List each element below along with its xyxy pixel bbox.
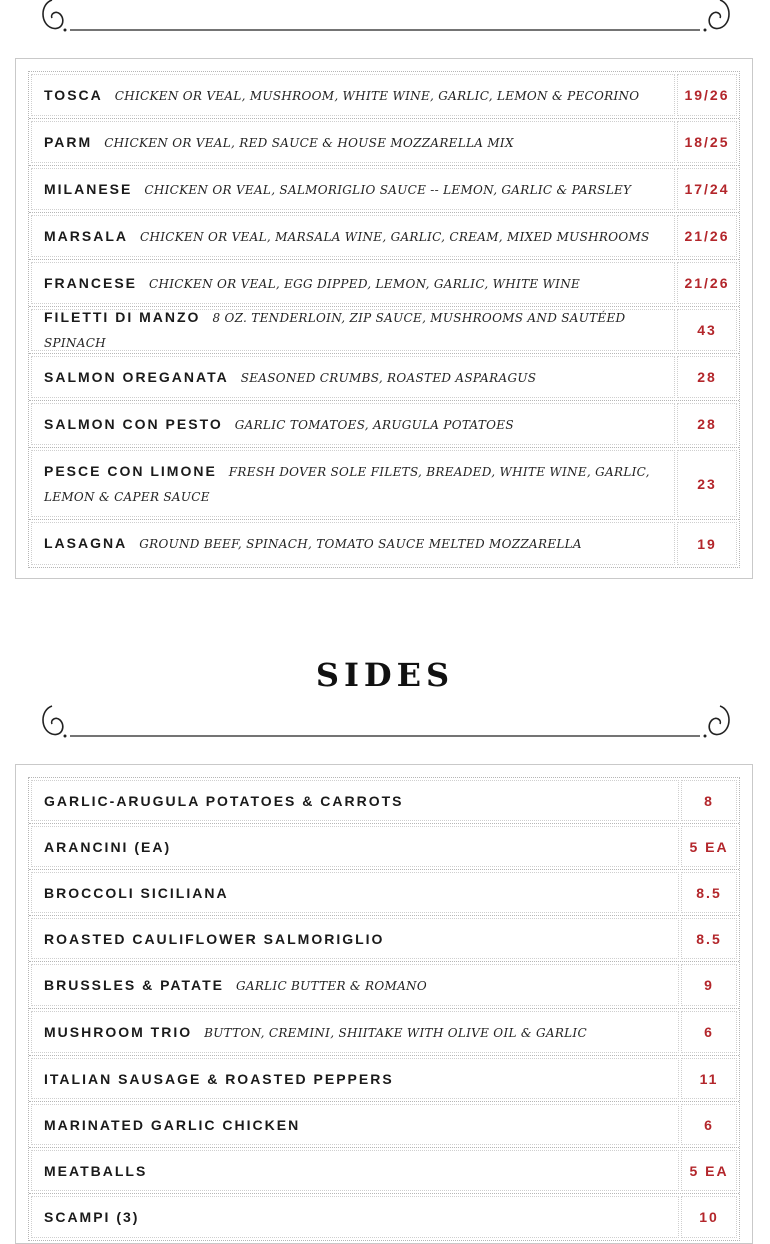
scroll-flourish-divider (36, 700, 736, 740)
menu-item-price: 10 (681, 1196, 737, 1238)
menu-item-row (29, 916, 739, 962)
menu-item-name: BROCCOLI SICILIANA (44, 884, 229, 901)
menu-item-row (29, 870, 739, 916)
scroll-flourish-divider (36, 0, 736, 34)
menu-item-description-cell (31, 168, 675, 210)
menu-item-price: 17/24 (677, 168, 737, 210)
menu-item-row (29, 520, 739, 567)
menu-item-description-cell (31, 522, 675, 565)
menu-item-description-cell (31, 1150, 679, 1191)
menu-item-ingredients: GARLIC TOMATOES, ARUGULA POTATOES (234, 417, 514, 432)
menu-item-name: PESCE CON LIMONE (44, 462, 217, 479)
menu-item-row (29, 1148, 739, 1194)
menu-item-row (29, 1194, 739, 1240)
entrees-table (28, 71, 740, 568)
menu-item-row (29, 778, 739, 824)
sides-divider (36, 700, 736, 740)
menu-item-ingredients: CHICKEN OR VEAL, MARSALA WINE, GARLIC, CREAM, MIXED MUSHROOMS (140, 229, 650, 244)
menu-item-name: PARM (44, 133, 93, 150)
menu-item-price: 21/26 (677, 215, 737, 257)
menu-item-name: MARSALA (44, 227, 128, 244)
menu-item-price: 19 (677, 522, 737, 565)
menu-item-name: MEATBALLS (44, 1162, 148, 1179)
menu-item-row (29, 354, 739, 401)
menu-item-name: FILETTI DI MANZO (44, 309, 201, 325)
menu-item-name: SALMON OREGANATA (44, 368, 229, 385)
menu-item-description-cell (31, 826, 679, 867)
menu-item-price: 8.5 (681, 872, 737, 913)
menu-item-name: ITALIAN SAUSAGE & ROASTED PEPPERS (44, 1070, 394, 1087)
menu-item-description-cell (31, 964, 679, 1006)
sides-table (28, 777, 740, 1241)
menu-item-row (29, 166, 739, 213)
menu-item-description-cell (31, 1104, 679, 1145)
menu-item-row (29, 260, 739, 307)
menu-item-name: LASAGNA (44, 535, 128, 551)
menu-item-ingredients: 8 OZ. TENDERLOIN, ZIP SAUCE, MUSHROOMS AND SAUTÉED SPINACH (44, 311, 626, 350)
menu-item-row (29, 401, 739, 448)
menu-item-row (29, 1056, 739, 1102)
menu-item-price: 9 (681, 964, 737, 1006)
menu-item-price: 23 (677, 450, 737, 517)
menu-item-row (29, 307, 739, 354)
menu-item-price: 18/25 (677, 121, 737, 163)
menu-item-description-cell (31, 450, 675, 517)
menu-item-ingredients: CHICKEN OR VEAL, RED SAUCE & HOUSE MOZZARELLA MIX (104, 135, 514, 150)
menu-item-ingredients: CHICKEN OR VEAL, SALMORIGLIO SAUCE -- LEMON, GARLIC & PARSLEY (144, 182, 632, 197)
menu-item-name: ARANCINI (EA) (44, 838, 172, 855)
menu-item-row (29, 448, 739, 520)
menu-item-ingredients: CHICKEN OR VEAL, EGG DIPPED, LEMON, GARLIC, WHITE WINE (149, 276, 581, 291)
menu-item-name: GARLIC-ARUGULA POTATOES & CARROTS (44, 792, 404, 809)
menu-item-price: 5 EA (681, 1150, 737, 1191)
menu-item-description-cell (31, 309, 675, 351)
sides-title: SIDES (315, 656, 455, 694)
menu-item-ingredients: CHICKEN OR VEAL, MUSHROOM, WHITE WINE, GARLIC, LEMON & PECORINO (114, 88, 640, 103)
menu-item-description-cell (31, 121, 675, 163)
sides-menu (15, 764, 753, 1244)
menu-item-name: TOSCA (44, 86, 103, 103)
menu-item-description-cell (31, 215, 675, 257)
menu-item-price: 5 EA (681, 826, 737, 867)
menu-item-price: 19/26 (677, 74, 737, 116)
menu-item-name: MARINATED GARLIC CHICKEN (44, 1116, 301, 1133)
menu-item-ingredients: GARLIC BUTTER & ROMANO (235, 978, 427, 993)
menu-item-price: 6 (681, 1104, 737, 1145)
menu-item-row (29, 824, 739, 870)
menu-item-name: FRANCESE (44, 274, 138, 291)
menu-item-description-cell (31, 1011, 679, 1053)
menu-item-row (29, 1102, 739, 1148)
menu-item-price: 28 (677, 403, 737, 445)
menu-item-description-cell (31, 872, 679, 913)
menu-item-ingredients: SEASONED CRUMBS, ROASTED ASPARAGUS (240, 370, 537, 385)
menu-item-description-cell (31, 918, 679, 959)
menu-item-name: BRUSSLES & PATATE (44, 976, 224, 993)
menu-item-price: 21/26 (677, 262, 737, 304)
menu-item-description-cell (31, 780, 679, 821)
menu-item-description-cell (31, 74, 675, 116)
menu-item-name: SALMON CON PESTO (44, 415, 223, 432)
menu-item-description-cell (31, 356, 675, 398)
menu-item-ingredients: BUTTON, CREMINI, SHIITAKE WITH OLIVE OIL & GARLIC (204, 1025, 587, 1040)
menu-item-name: MUSHROOM TRIO (44, 1023, 193, 1040)
menu-item-row (29, 962, 739, 1009)
menu-item-name: SCAMPI (3) (44, 1209, 140, 1225)
top-divider (36, 0, 736, 34)
menu-item-row (29, 1009, 739, 1056)
menu-item-name: MILANESE (44, 180, 133, 197)
menu-item-description-cell (31, 1058, 679, 1099)
menu-item-price: 11 (681, 1058, 737, 1099)
menu-item-ingredients: GROUND BEEF, SPINACH, TOMATO SAUCE MELTED MOZZARELLA (139, 537, 582, 551)
menu-item-row (29, 119, 739, 166)
menu-item-price: 28 (677, 356, 737, 398)
menu-item-description-cell (31, 1196, 679, 1238)
entrees-menu (15, 58, 753, 579)
menu-item-price: 43 (677, 309, 737, 351)
menu-item-row (29, 72, 739, 119)
menu-item-price: 6 (681, 1011, 737, 1053)
menu-item-description-cell (31, 403, 675, 445)
menu-item-description-cell (31, 262, 675, 304)
menu-item-price: 8.5 (681, 918, 737, 959)
menu-item-row (29, 213, 739, 260)
menu-item-name: ROASTED CAULIFLOWER SALMORIGLIO (44, 930, 385, 947)
menu-item-price: 8 (681, 780, 737, 821)
menu-item-ingredients: FRESH DOVER SOLE FILETS, BREADED, WHITE WINE, GARLIC, LEMON & CAPER SAUCE (44, 464, 650, 504)
